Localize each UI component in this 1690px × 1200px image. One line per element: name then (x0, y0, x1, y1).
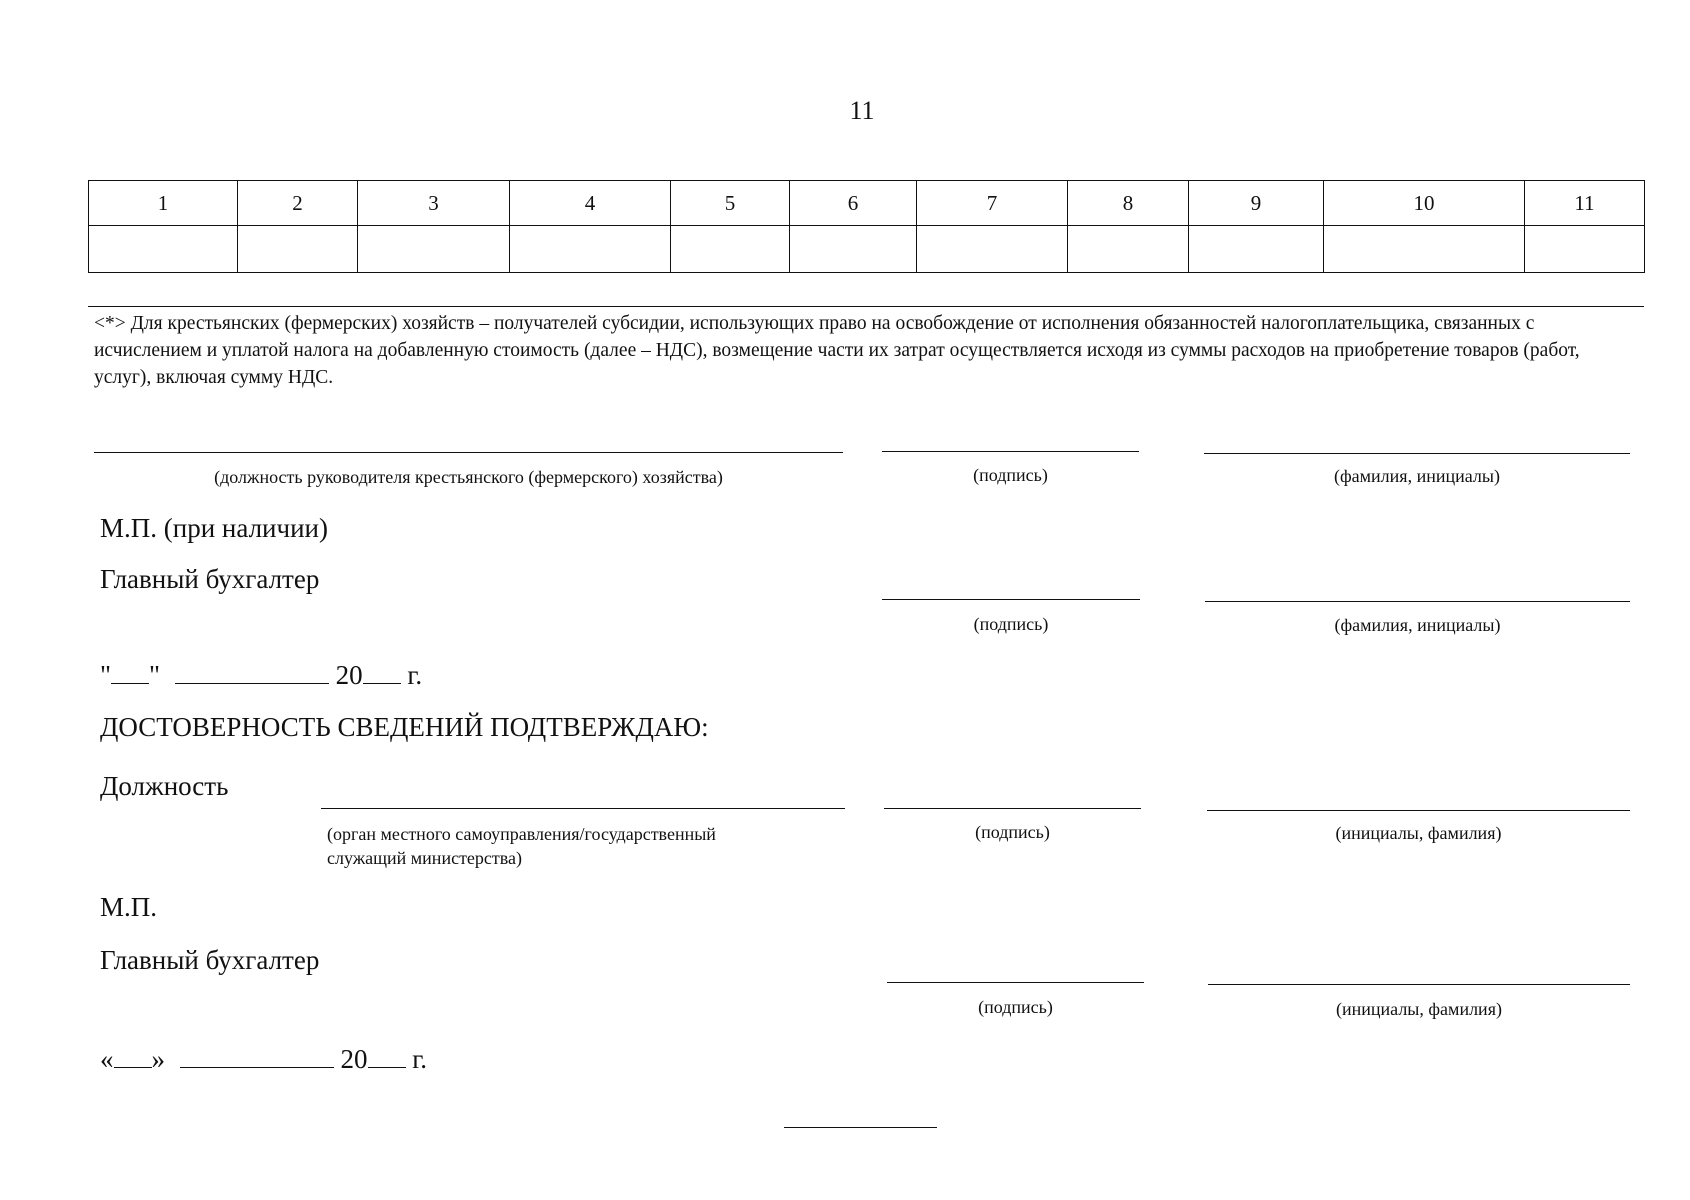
data-table (88, 180, 1645, 273)
column-header: 2 (238, 181, 358, 226)
organ-caption-line1: (орган местного самоуправления/государственный (327, 824, 716, 844)
table-cell (790, 226, 917, 273)
table-cell (1068, 226, 1189, 273)
column-header: 9 (1189, 181, 1324, 226)
organ-caption (327, 822, 827, 870)
column-header: 7 (917, 181, 1068, 226)
signature-line (882, 451, 1139, 452)
organ-line (321, 808, 845, 809)
column-header: 11 (1525, 181, 1645, 226)
year-blank (363, 659, 401, 684)
date-line (100, 659, 422, 691)
month-blank (175, 659, 329, 684)
table-cell (1324, 226, 1525, 273)
confirm-signature-caption: (подпись) (975, 822, 1050, 842)
confirm-day-blank (114, 1043, 152, 1068)
confirm-month-blank (180, 1043, 334, 1068)
confirm-accountant-signature-caption: (подпись) (978, 997, 1053, 1017)
table-cell (238, 226, 358, 273)
column-header: 10 (1324, 181, 1525, 226)
table-cell (1189, 226, 1324, 273)
position-label: Должность (100, 771, 229, 801)
table-cell (89, 226, 238, 273)
year-suffix: г. (407, 660, 423, 690)
date-open-quote: " (100, 660, 112, 690)
position-line (94, 452, 843, 453)
column-header: 1 (89, 181, 238, 226)
organ-caption-line2: служащий министерства) (327, 848, 523, 868)
signature-caption: (подпись) (973, 465, 1048, 485)
column-header: 3 (358, 181, 510, 226)
stamp-label: М.П. (при наличии) (100, 513, 328, 543)
column-header: 5 (671, 181, 790, 226)
confirm-signature-line (884, 808, 1141, 809)
table-cell (510, 226, 671, 273)
table-header-row (89, 181, 1645, 226)
year-prefix: 20 (335, 660, 363, 690)
page-number: 11 (849, 96, 875, 125)
confirm-heading: ДОСТОВЕРНОСТЬ СВЕДЕНИЙ ПОДТВЕРЖДАЮ: (100, 712, 709, 742)
confirm-name-line (1207, 810, 1630, 811)
confirm-name-caption: (инициалы, фамилия) (1335, 823, 1502, 843)
table-cell (671, 226, 790, 273)
table-cell (1525, 226, 1645, 273)
end-rule (784, 1127, 937, 1128)
confirm-date-open-quote: « (100, 1044, 114, 1074)
accountant-name-caption: (фамилия, инициалы) (1334, 615, 1501, 635)
table-cell (917, 226, 1068, 273)
name-line (1204, 453, 1630, 454)
confirm-accountant-label: Главный бухгалтер (100, 945, 320, 975)
position-caption: (должность руководителя крестьянского (фермерского) хозяйства) (214, 467, 723, 487)
confirm-accountant-name-line (1208, 984, 1630, 985)
column-header: 4 (510, 181, 671, 226)
accountant-name-line (1205, 601, 1630, 602)
accountant-signature-caption: (подпись) (973, 614, 1049, 634)
confirm-date-line (100, 1043, 427, 1075)
confirm-year-blank (368, 1043, 406, 1068)
confirm-accountant-signature-line (887, 982, 1144, 983)
footnote-text: <*> Для крестьянских (фермерских) хозяйств – получателей субсидии, использующих право на освобождение от исполнения обязанностей налогоплательщика, связанных с исчислением и уплатой налога на добавленную стоимость (далее – НДС), возмещение части их затрат осуществляется исходя из суммы расходов на приобретение товаров (работ, услуг), включая сумму НДС. (94, 313, 1580, 388)
confirm-date-close-quote: » (151, 1044, 165, 1074)
accountant-label: Главный бухгалтер (100, 564, 320, 594)
name-caption: (фамилия, инициалы) (1334, 466, 1500, 486)
table-cell (358, 226, 510, 273)
footnote-separator (88, 306, 1644, 307)
column-header: 8 (1068, 181, 1189, 226)
table-row (89, 226, 1645, 273)
confirm-year-suffix: г. (412, 1044, 428, 1074)
day-blank (111, 659, 149, 684)
column-header: 6 (790, 181, 917, 226)
confirm-accountant-name-caption: (инициалы, фамилия) (1336, 999, 1502, 1019)
accountant-signature-line (882, 599, 1140, 600)
confirm-stamp-label: М.П. (100, 892, 158, 922)
date-close-quote: " (149, 660, 161, 690)
confirm-year-prefix: 20 (340, 1044, 368, 1074)
